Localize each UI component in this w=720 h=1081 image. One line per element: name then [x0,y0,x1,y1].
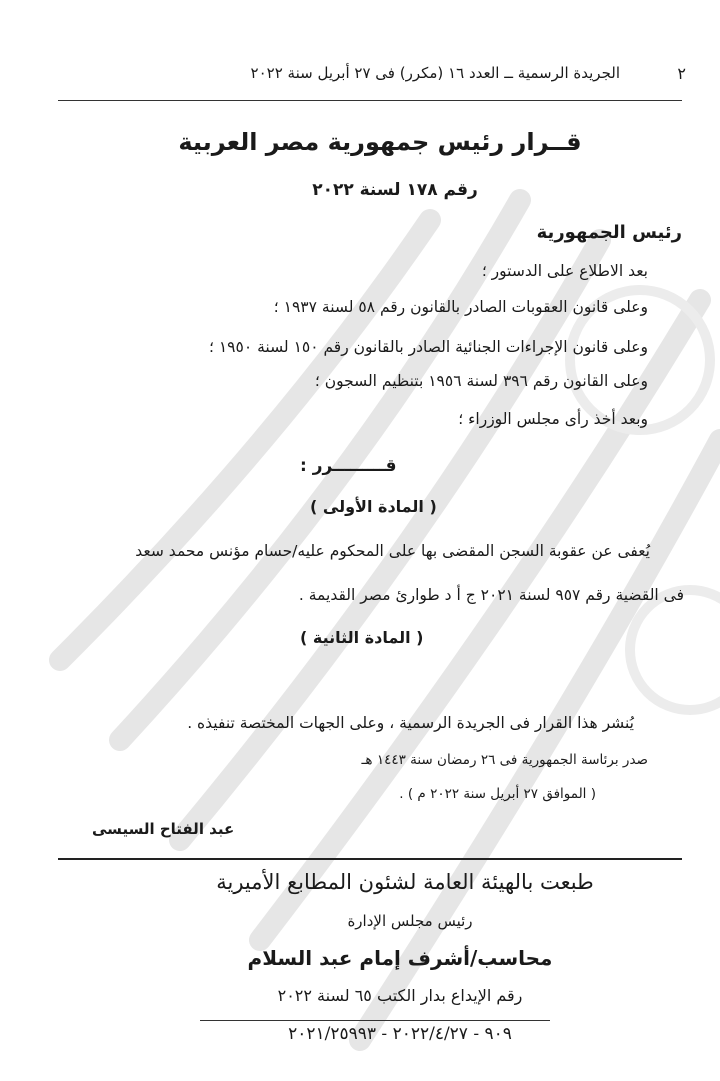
preamble-line: وعلى القانون رقم ٣٩٦ لسنة ١٩٥٦ بتنظيم السجون ؛ [314,372,648,390]
article-1-heading: ( المادة الأولى ) [310,497,437,516]
preamble-line: وعلى قانون الإجراءات الجنائية الصادر بالقانون رقم ١٥٠ لسنة ١٩٥٠ ؛ [209,338,648,356]
printer-line: طبعت بالهيئة العامة لشئون المطابع الأميرية [216,870,594,894]
article-1-text: يُعفى عن عقوبة السجن المقضى بها على المحكوم عليه/حسام مؤنس محمد سعد [135,542,650,560]
board-chair-title: رئيس مجلس الإدارة [347,912,473,930]
page-number: ٢ [677,64,686,83]
issued-date-hijri: صدر برئاسة الجمهورية فى ٢٦ رمضان سنة ١٤٤٣ هـ [361,752,648,768]
reference-number: ٩٠٩ - ٢٠٢٢/٤/٢٧ - ٢٠٢١/٢٥٩٩٣ [288,1024,512,1044]
preamble-line: وعلى قانون العقوبات الصادر بالقانون رقم ٥٨ لسنة ١٩٣٧ ؛ [273,298,648,316]
decree-title: قــرار رئيس جمهورية مصر العربية [178,128,582,156]
deposit-number: رقم الإيداع بدار الكتب ٦٥ لسنة ٢٠٢٢ [277,986,523,1005]
decree-number: رقم ١٧٨ لسنة ٢٠٢٢ [312,180,478,200]
preamble-line: بعد الاطلاع على الدستور ؛ [481,262,648,280]
issued-date-gregorian: ( الموافق ٢٧ أبريل سنة ٢٠٢٢ م ) . [399,786,596,802]
chair-name: محاسب/أشرف إمام عبد السلام [247,946,553,970]
article-2-heading: ( المادة الثانية ) [300,628,424,647]
running-header: الجريدة الرسمية ــ العدد ١٦ (مكرر) فى ٢٧ أبريل سنة ٢٠٢٢ [250,64,620,82]
header-divider [58,100,682,101]
article-1-text: فى القضية رقم ٩٥٧ لسنة ٢٠٢١ ج أ د طوارئ مصر القديمة . [298,586,684,604]
footer-divider [58,858,682,860]
bottom-divider [200,1020,550,1021]
issuer-heading: رئيس الجمهورية [536,222,682,243]
signature-name: عبد الفتاح السيسى [92,820,235,838]
preamble-line: وبعد أخذ رأى مجلس الوزراء ؛ [458,410,648,428]
decided-heading: قـــــــــرر : [300,456,397,476]
article-2-text: يُنشر هذا القرار فى الجريدة الرسمية ، وعلى الجهات المختصة تنفيذه . [187,714,634,732]
